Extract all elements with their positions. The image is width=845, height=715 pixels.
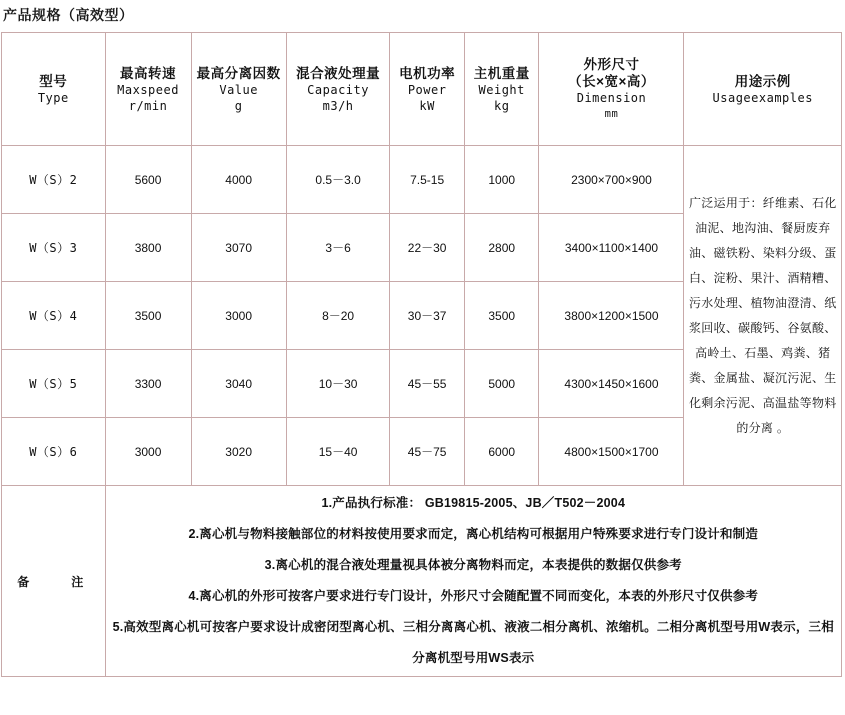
cell-maxspeed: 3300	[105, 350, 191, 418]
cell-dimension: 3800×1200×1500	[539, 282, 684, 350]
column-header-power-en: Power	[407, 82, 447, 97]
cell-weight: 1000	[464, 146, 539, 214]
cell-weight: 5000	[464, 350, 539, 418]
column-header-weight	[464, 33, 539, 146]
column-header-dimension-unit: mm	[604, 108, 619, 120]
cell-value: 3020	[191, 418, 286, 486]
note-line: 4.离心机的外形可按客户要求进行专门设计，外形尺寸会随配置不同而变化，本表的外形尺寸仅供参考	[188, 589, 759, 603]
column-header-dimension	[539, 33, 684, 146]
cell-type: W（S）2	[2, 146, 106, 214]
cell-type: W（S）5	[2, 350, 106, 418]
cell-maxspeed: 3800	[105, 214, 191, 282]
column-header-value-cn: 最高分离因数	[196, 65, 281, 81]
column-header-value-en: Value	[219, 82, 258, 97]
cell-capacity: 10－30	[286, 350, 390, 418]
cell-power: 30－37	[390, 282, 465, 350]
column-header-maxspeed-en: Maxspeed	[117, 82, 179, 97]
note-line: 3.离心机的混合液处理量视具体被分离物料而定，本表提供的数据仅供参考	[264, 558, 682, 572]
cell-value: 3070	[191, 214, 286, 282]
notes-label: 备 注	[2, 486, 106, 677]
note-line: 1.产品执行标准： GB19815-2005、JB／T502－2004	[321, 496, 626, 510]
notes-body	[105, 486, 841, 677]
cell-power: 22－30	[390, 214, 465, 282]
table-body	[2, 146, 842, 677]
cell-maxspeed: 5600	[105, 146, 191, 214]
spec-table	[1, 32, 842, 677]
column-header-weight-en: Weight	[478, 82, 525, 97]
column-header-value-unit: g	[234, 98, 243, 113]
column-header-dimension-cn2: （长×宽×高）	[568, 74, 655, 89]
cell-capacity: 8－20	[286, 282, 390, 350]
column-header-power	[390, 33, 465, 146]
cell-type: W（S）4	[2, 282, 106, 350]
column-header-capacity-cn: 混合液处理量	[296, 65, 381, 81]
cell-dimension: 4800×1500×1700	[539, 418, 684, 486]
cell-maxspeed: 3000	[105, 418, 191, 486]
column-header-maxspeed-cn: 最高转速	[120, 65, 177, 81]
note-line: 2.离心机与物料接触部位的材料按使用要求而定，离心机结构可根据用户特殊要求进行专门设计和制造	[188, 527, 759, 541]
cell-value: 3000	[191, 282, 286, 350]
column-header-usage-en: Usageexamples	[712, 90, 813, 105]
column-header-value	[191, 33, 286, 146]
cell-power: 7.5-15	[390, 146, 465, 214]
cell-capacity: 3－6	[286, 214, 390, 282]
notes-row	[2, 486, 842, 677]
column-header-capacity-en: Capacity	[307, 82, 369, 97]
column-header-type-en: Type	[37, 90, 69, 105]
cell-weight: 2800	[464, 214, 539, 282]
column-header-type-cn: 型号	[39, 73, 68, 89]
cell-value: 4000	[191, 146, 286, 214]
cell-power: 45－55	[390, 350, 465, 418]
note-line: 5.高效型离心机可按客户要求设计成密闭型离心机、三相分离离心机、液液二相分离机、浓缩机。二相分离机型号用W表示，三相分离机型号用WS表示	[112, 620, 834, 665]
cell-type: W（S）3	[2, 214, 106, 282]
cell-capacity: 0.5－3.0	[286, 146, 390, 214]
cell-dimension: 3400×1100×1400	[539, 214, 684, 282]
column-header-power-unit: kW	[419, 98, 435, 113]
cell-type: W（S）6	[2, 418, 106, 486]
cell-usage-examples: 广泛运用于：纤维素、石化油泥、地沟油、餐厨废弃油、磁铁粉、染料分级、蛋白、淀粉、果汁、酒精糟、污水处理、植物油澄清、纸浆回收、碳酸钙、谷氨酸、高岭土、石墨、鸡粪、猪粪、金属盐、凝沉污泥、生化剩余污泥、高温盐等物料的分离 。	[684, 146, 842, 486]
page-title: 产品规格（高效型）	[3, 7, 134, 23]
table-row	[2, 146, 842, 214]
header-row	[2, 33, 842, 146]
table-header	[2, 33, 842, 146]
column-header-usage	[684, 33, 842, 146]
cell-weight: 6000	[464, 418, 539, 486]
column-header-type	[2, 33, 106, 146]
column-header-maxspeed	[105, 33, 191, 146]
column-header-weight-unit: kg	[493, 98, 510, 113]
column-header-capacity	[286, 33, 390, 146]
cell-power: 45－75	[390, 418, 465, 486]
column-header-usage-cn: 用途示例	[734, 73, 791, 89]
column-header-dimension-cn: 外形尺寸	[583, 57, 640, 72]
cell-dimension: 4300×1450×1600	[539, 350, 684, 418]
column-header-capacity-unit: m3/h	[322, 98, 354, 113]
column-header-maxspeed-unit: r/min	[128, 98, 168, 113]
column-header-dimension-en: Dimension	[576, 91, 647, 105]
cell-weight: 3500	[464, 282, 539, 350]
cell-value: 3040	[191, 350, 286, 418]
cell-maxspeed: 3500	[105, 282, 191, 350]
column-header-weight-cn: 主机重量	[473, 65, 530, 81]
cell-dimension: 2300×700×900	[539, 146, 684, 214]
cell-capacity: 15－40	[286, 418, 390, 486]
column-header-power-cn: 电机功率	[399, 65, 456, 81]
